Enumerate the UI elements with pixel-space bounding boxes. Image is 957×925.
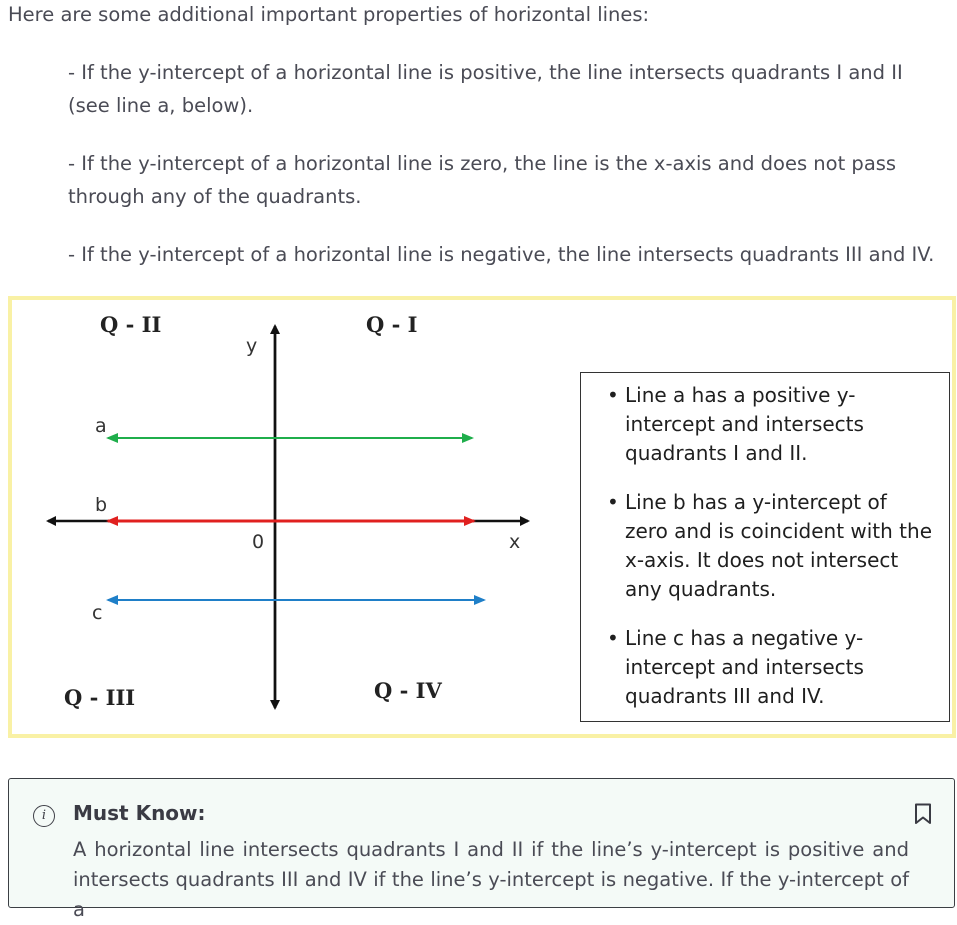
- y-axis-label: y: [246, 335, 258, 357]
- must-know-title: Must Know:: [73, 801, 206, 825]
- intro-text: Here are some additional important properties of horizontal lines:: [8, 3, 650, 26]
- line-b-label: b: [95, 494, 108, 516]
- legend-box: [580, 372, 950, 722]
- horizontal-lines-figure: [8, 296, 956, 738]
- line-a-label: a: [95, 415, 107, 437]
- legend-line-b: • Line b has a y-intercept of zero and is coincident with the x-axis. It does not intersect any quadrants.: [607, 488, 933, 604]
- quadrant-3-label: Q - III: [64, 685, 136, 710]
- property-zero: - If the y-intercept of a horizontal line is zero, the line is the x-axis and does not pass through any of the quadrants.: [68, 152, 897, 208]
- info-icon: i: [33, 805, 55, 827]
- bookmark-icon[interactable]: [914, 803, 932, 825]
- origin-label: 0: [252, 531, 265, 553]
- property-negative: - If the y-intercept of a horizontal line is negative, the line intersects quadrants III and IV.: [68, 243, 935, 266]
- must-know-callout: [8, 778, 955, 921]
- quadrant-1-label: Q - I: [366, 312, 418, 337]
- quadrant-4-label: Q - IV: [374, 678, 442, 703]
- line-c-label: c: [92, 602, 103, 624]
- quadrant-2-label: Q - II: [100, 312, 162, 337]
- legend-line-c: • Line c has a negative y-intercept and intersects quadrants III and IV.: [607, 624, 933, 711]
- property-positive: - If the y-intercept of a horizontal line is positive, the line intersects quadrants I and II (see line a, below).: [68, 61, 903, 117]
- must-know-text: A horizontal line intersects quadrants I and II if the line’s y-intercept is positive and intersects quadrants III and IV if the line’s y-intercept is negative. If the y-intercept of a: [73, 838, 909, 921]
- x-axis-label: x: [509, 531, 521, 553]
- legend-line-a: • Line a has a positive y-intercept and intersects quadrants I and II.: [607, 381, 933, 468]
